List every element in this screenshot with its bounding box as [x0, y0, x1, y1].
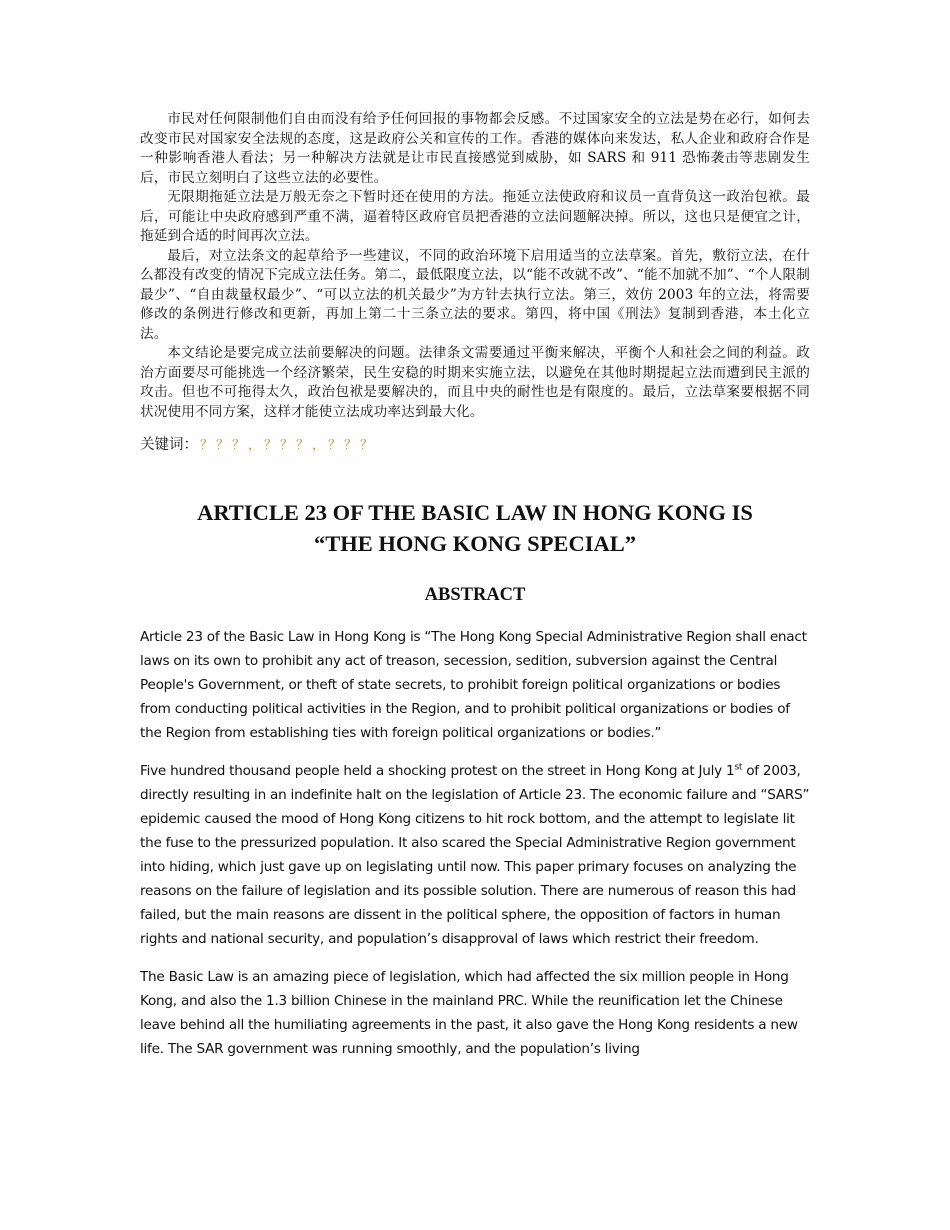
- abstract-heading: ABSTRACT: [424, 585, 526, 605]
- chinese-paragraph: 市民对任何限制他们自由而没有给予任何回报的事物都会反感。不过国家安全的立法是势在必行，如何去改变市民对国家安全法规的态度，这是政府公关和宣传的工作。香港的媒体向来发达，私人企业和政府合作是一种影响香港人看法；另一种解决方法就是让市民直接感觉到威胁，如 SARS 和 911 恐怖袭击等悲剧发生后，市民立刻明白了这些立法的必要性。: [140, 111, 810, 186]
- title-line-1: ARTICLE 23 OF THE BASIC LAW IN HONG KONG IS: [197, 500, 753, 525]
- ordinal-suffix: st: [734, 762, 743, 773]
- english-abstract: [140, 625, 810, 1061]
- chinese-paragraph: 无限期拖延立法是万般无奈之下暂时还在使用的方法。拖延立法使政府和议员一直背负这一政治包袱。最后，可能让中央政府感到严重不满，逼着特区政府官员把香港的立法问题解决掉。所以，这也只是便宜之计，拖延到合适的时间再次立法。: [140, 189, 810, 244]
- chinese-summary: [140, 110, 810, 422]
- abstract-paragraph-1: Article 23 of the Basic Law in Hong Kong is “The Hong Kong Special Administrative Region shall enact laws on its own to prohibit any act of treason, secession, sedition, subversion against the Central People's Government, or theft of state secrets, to prohibit foreign political organizations or bodies from conducting political activities in the Region, and to prohibit political organizations or bodies of the Region from establishing ties with foreign political organizations or bodies.”: [140, 629, 807, 741]
- keywords-line: [140, 434, 810, 457]
- keywords-value: ？？？，？？？，？？？: [200, 438, 377, 453]
- p2-text-start: Five hundred thousand people held a shocking protest on the street in Hong Kong at July 1: [140, 763, 735, 779]
- chinese-paragraph: 本文结论是要完成立法前要解决的问题。法律条文需要通过平衡来解决，平衡个人和社会之间的利益。政治方面要尽可能挑选一个经济繁荣，民生安稳的时期来实施立法，以避免在其他时期提起立法而遭到民主派的攻击。但也不可拖得太久，政治包袱是要解决的，而且中央的耐性也是有限度的。最后，立法草案要根据不同状况使用不同方案，这样才能使立法成功率达到最大化。: [140, 345, 810, 420]
- chinese-paragraph: 最后，对立法条文的起草给予一些建议，不同的政治环境下启用适当的立法草案。首先，敷衍立法，在什么都没有改变的情况下完成立法任务。第二，最低限度立法，以“能不改就不改”、“能不加就不加”、“个人限制最少”、“自由裁量权最少”、“可以立法的机关最少”为方针去执行立法。第三，效仿 2003 年的立法，将需要修改的条例进行修改和更新，再加上第二十三条立法的要求。第四，将中国《刑法》复制到香港，本土化立法。: [140, 247, 810, 342]
- abstract-paragraph-3: The Basic Law is an amazing piece of legislation, which had affected the six million people in Hong Kong, and also the 1.3 billion Chinese in the mainland PRC. While the reunification let the Chinese leave behind all the humiliating agreements in the past, it also gave the Hong Kong residents a new life. The SAR government was running smoothly, and the population’s living: [140, 969, 798, 1057]
- document-page: [140, 110, 810, 1075]
- title-line-2: “THE HONG KONG SPECIAL”: [314, 531, 636, 556]
- keywords-label: 关键词：: [140, 437, 198, 453]
- p2-text-end: of 2003, directly resulting in an indefinite halt on the legislation of Article 23. The economic failure and “SARS” epidemic caused the mood of Hong Kong citizens to hit rock bottom, and the attempt to legislate lit the fuse to the pressurized population. It also scared the Special Administrative Region government into hiding, which just gave up on legislating until now. This paper primary focuses on analyzing the reasons on the failure of legislation and its possible solution. There are numerous of reason this had failed, but the main reasons are dissent in the political sphere, the opposition of factors in human rights and national security, and population’s disapproval of laws which restrict their freedom.: [140, 763, 810, 947]
- abstract-paragraph-2: [140, 759, 810, 951]
- article-title: [140, 497, 810, 559]
